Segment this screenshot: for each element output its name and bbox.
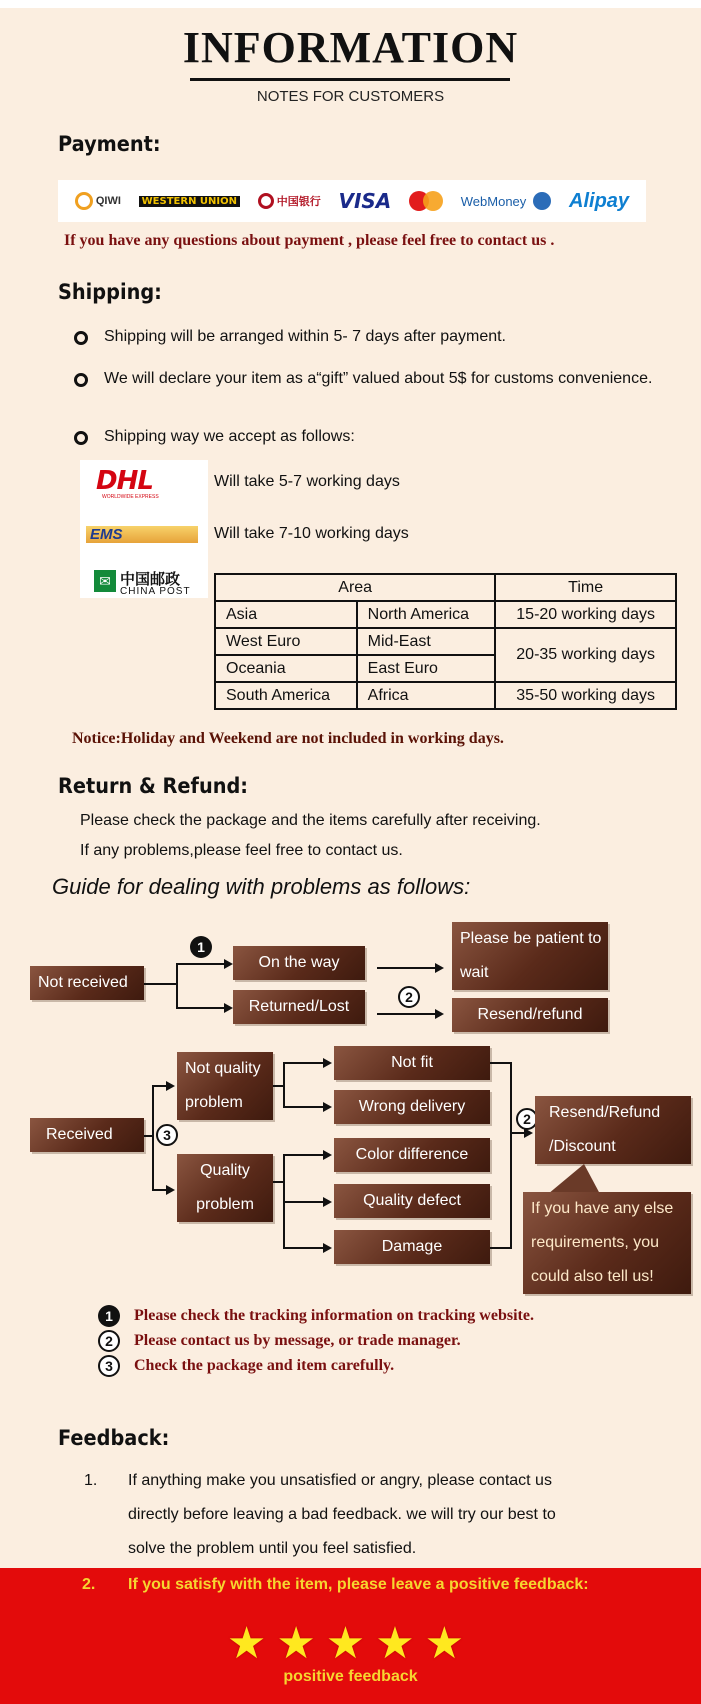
- wrong-delivery-box: Wrong delivery: [334, 1090, 490, 1124]
- shipping-bullet: Shipping way we accept as follows:: [74, 428, 654, 446]
- table-header: Time: [495, 574, 676, 601]
- arrow-icon: [323, 1150, 332, 1160]
- arrow-icon: [224, 1003, 233, 1013]
- step-2-marker: 2: [516, 1108, 538, 1130]
- step-2-marker: 2: [398, 986, 420, 1008]
- arrow-icon: [323, 1243, 332, 1253]
- table-cell: East Euro: [357, 655, 496, 682]
- connector-line: [283, 1106, 323, 1108]
- feedback-item-number: 2.: [82, 1576, 96, 1593]
- bullet-icon: [74, 431, 88, 445]
- resend-refund-discount-box: Resend/Refund /Discount: [535, 1096, 691, 1164]
- returned-lost-box: Returned/Lost: [233, 990, 365, 1024]
- key-note-3: 3 Check the package and item carefully.: [98, 1355, 394, 1377]
- connector-line: [176, 963, 224, 965]
- feedback-heading: Feedback:: [58, 1426, 170, 1450]
- page-title: INFORMATION: [182, 23, 519, 72]
- table-cell: Asia: [215, 601, 357, 628]
- table-cell: 35-50 working days: [495, 682, 676, 709]
- table-cell: 15-20 working days: [495, 601, 676, 628]
- arrow-icon: [323, 1197, 332, 1207]
- on-the-way-box: On the way: [233, 946, 365, 980]
- table-cell: West Euro: [215, 628, 357, 655]
- feedback-line: If anything make you unsatisfied or angry, please contact us: [128, 1472, 552, 1489]
- china-post-name-cn: 中国邮政: [120, 570, 181, 588]
- return-refund-heading: Return & Refund:: [58, 774, 249, 798]
- bullet-icon: [74, 373, 88, 387]
- not-received-box: Not received: [30, 966, 144, 1000]
- table-header: Area: [215, 574, 495, 601]
- return-line: Please check the package and the items carefully after receiving.: [80, 812, 541, 829]
- arrow-icon: [435, 963, 444, 973]
- qiwi-logo: QIWI: [75, 192, 121, 210]
- alipay-logo: Alipay: [569, 189, 630, 212]
- payment-logo-strip: [58, 180, 646, 222]
- feedback-positive-request: If you satisfy with the item, please leave a positive feedback:: [128, 1576, 589, 1593]
- arrow-icon: [166, 1185, 175, 1195]
- connector-line: [283, 1247, 323, 1249]
- return-line: If any problems,please feel free to contact us.: [80, 842, 403, 859]
- feedback-line: solve the problem until you feel satisfied.: [128, 1540, 417, 1557]
- connector-line: [510, 1132, 524, 1134]
- step-2-marker: 2: [98, 1330, 120, 1352]
- received-box: Received: [30, 1118, 144, 1152]
- page-subtitle: NOTES FOR CUSTOMERS: [256, 88, 445, 105]
- table-row: [215, 601, 676, 628]
- connector-line: [490, 1062, 512, 1064]
- table-cell: South America: [215, 682, 357, 709]
- connector-line: [490, 1247, 512, 1249]
- arrow-icon: [166, 1081, 175, 1091]
- table-cell: 20-35 working days: [495, 628, 676, 682]
- dhl-logo: DHL: [96, 466, 153, 496]
- be-patient-box: Please be patient to wait: [452, 922, 608, 990]
- key-note-1: 1 Please check the tracking information on tracking website.: [98, 1305, 534, 1327]
- page: [0, 8, 701, 1704]
- shipping-bullet: We will declare your item as a“gift” valued about 5$ for customs convenience.: [74, 370, 654, 388]
- connector-line: [273, 1085, 283, 1087]
- webmoney-logo: WebMoney: [461, 192, 552, 210]
- title-underline: [190, 78, 510, 81]
- table-row: [215, 628, 676, 655]
- feedback-item-number: 1.: [84, 1472, 98, 1489]
- not-quality-problem-box: Not quality problem: [177, 1052, 273, 1120]
- payment-heading: Payment:: [58, 132, 161, 156]
- bank-of-china-logo: 中国银行: [258, 193, 321, 209]
- table-row: [215, 682, 676, 709]
- arrow-icon: [224, 959, 233, 969]
- guide-heading: Guide for dealing with problems as follows:: [52, 874, 471, 899]
- ems-logo: EMS: [86, 526, 198, 543]
- table-cell: North America: [357, 601, 496, 628]
- connector-line: [176, 1007, 224, 1009]
- connector-line: [377, 967, 435, 969]
- quality-defect-box: Quality defect: [334, 1184, 490, 1218]
- connector-line: [510, 1062, 512, 1249]
- arrow-icon: [323, 1102, 332, 1112]
- table-cell: Mid-East: [357, 628, 496, 655]
- shipping-bullet: Shipping will be arranged within 5- 7 days after payment.: [74, 328, 654, 346]
- connector-line: [144, 983, 176, 985]
- else-requirements-callout: If you have any else requirements, you could also tell us!: [523, 1192, 691, 1294]
- connector-line: [283, 1062, 285, 1108]
- connector-line: [273, 1181, 283, 1183]
- connector-line: [283, 1062, 323, 1064]
- step-3-marker: 3: [98, 1355, 120, 1377]
- arrow-icon: [435, 1009, 444, 1019]
- table-cell: Africa: [357, 682, 496, 709]
- callout-pointer: [548, 1164, 600, 1194]
- five-stars-icon: ★★★★★: [226, 1619, 475, 1668]
- connector-line: [152, 1189, 166, 1191]
- not-fit-box: Not fit: [334, 1046, 490, 1080]
- bullet-icon: [74, 331, 88, 345]
- color-difference-box: Color difference: [334, 1138, 490, 1172]
- shipping-time-table: [214, 573, 677, 710]
- resend-refund-box: Resend/refund: [452, 998, 608, 1032]
- damage-box: Damage: [334, 1230, 490, 1264]
- shipping-notice: Notice:Holiday and Weekend are not included in working days.: [72, 730, 504, 747]
- feedback-line: directly before leaving a bad feedback. we will try our best to: [128, 1506, 556, 1523]
- table-header-row: [215, 574, 676, 601]
- step-1-marker: 1: [98, 1305, 120, 1327]
- china-post-icon: ✉: [94, 570, 116, 592]
- table-cell: Oceania: [215, 655, 357, 682]
- connector-line: [152, 1085, 166, 1087]
- mastercard-logo: [409, 191, 443, 211]
- positive-feedback-label: positive feedback: [283, 1668, 418, 1685]
- dhl-time: Will take 5-7 working days: [214, 473, 400, 490]
- connector-line: [176, 963, 178, 1008]
- payment-note: If you have any questions about payment , please feel free to contact us .: [64, 232, 555, 249]
- step-1-marker: 1: [190, 936, 212, 958]
- key-note-2: 2 Please contact us by message, or trade manager.: [98, 1330, 461, 1352]
- visa-logo: VISA: [338, 189, 392, 213]
- quality-problem-box: Quality problem: [177, 1154, 273, 1222]
- arrow-icon: [323, 1058, 332, 1068]
- western-union-logo: WESTERN UNION: [139, 196, 240, 207]
- ems-time: Will take 7-10 working days: [214, 525, 409, 542]
- connector-line: [377, 1013, 435, 1015]
- step-3-marker: 3: [156, 1124, 178, 1146]
- china-post-name-en: CHINA POST: [120, 586, 191, 597]
- shipping-heading: Shipping:: [58, 280, 162, 304]
- dhl-tagline: WORLDWIDE EXPRESS: [102, 494, 159, 500]
- webmoney-globe-icon: [533, 192, 551, 210]
- connector-line: [283, 1201, 323, 1203]
- connector-line: [283, 1154, 323, 1156]
- connector-line: [152, 1085, 154, 1191]
